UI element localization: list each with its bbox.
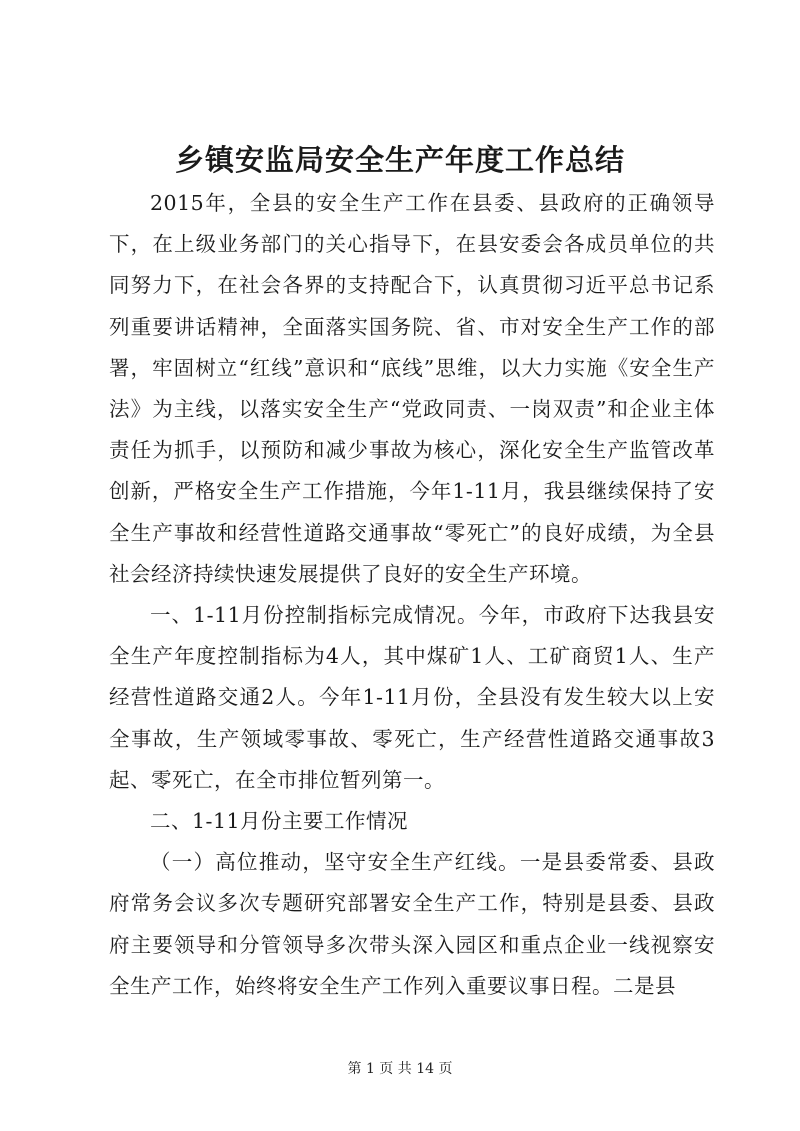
page-footer: 第 1 页 共 14 页 [347,1061,453,1077]
document-title: 乡镇安监局安全生产年度工作总结 [174,143,625,177]
paragraph-section-one: 一、1-11月份控制指标完成情况。今年，市政府下达我县安全生产年度控制指标为4人，其中煤矿1人、工矿商贸1人、生产经营性道路交通2人。今年1-11月份，全县没有发生较大以上安全事故，生产领域零事故、零死亡，生产经营性道路交通事故3起、零死亡，在全市排位暂列第一。 [109,603,715,792]
paragraph-intro: 2015年，全县的安全生产工作在县委、县政府的正确领导下，在上级业务部门的关心指导下，在县安委会各成员单位的共同努力下，在社会各界的支持配合下，认真贯彻习近平总书记系列重要讲话精神，全面落实国务院、省、市对安全生产工作的部署，牢固树立“红线”意识和“底线”思维，以大力实施《安全生产法》为主线，以落实安全生产“党政同责、一岗双责”和企业主体责任为抓手，以预防和减少事故为核心，深化安全生产监管改革创新，严格安全生产工作措施，今年1-11月，我县继续保持了安全生产事故和经营性道路交通事故“零死亡”的良好成绩，为全县社会经济持续快速发展提供了良好的安全生产环境。 [109,191,715,586]
paragraph-subsection-one: （一）高位推动，坚守安全生产红线。一是县委常委、县政府常务会议多次专题研究部署安全生产工作，特别是县委、县政府主要领导和分管领导多次带头深入园区和重点企业一线视察安全生产工作，始终将安全生产工作列入重要议事日程。二是县 [109,850,715,998]
paragraph-section-two-heading: 二、1-11月份主要工作情况 [150,809,409,834]
document-body [109,183,715,1007]
